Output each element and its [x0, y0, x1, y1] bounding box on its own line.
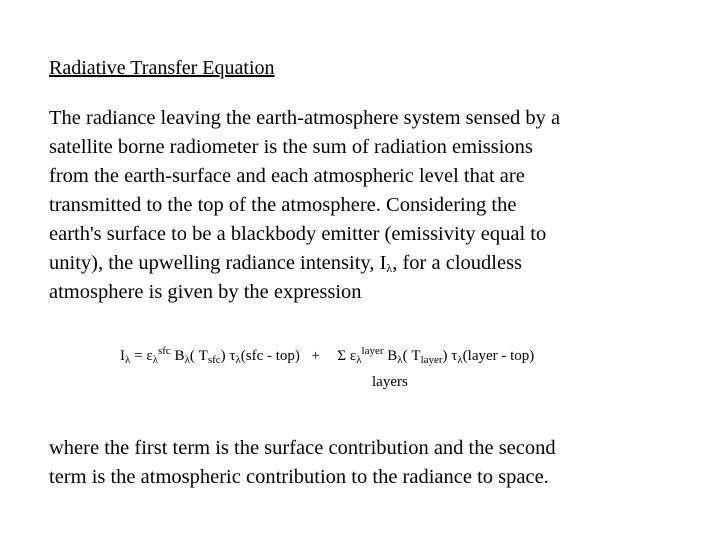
eq-close-paren: )	[220, 348, 226, 364]
intro-line: satellite borne radiometer is the sum of radiation emissions	[49, 136, 533, 158]
eq-layer-sub: layer	[420, 354, 443, 366]
intro-line: atmosphere is given by the expression	[49, 281, 362, 303]
eq-layer-top: (layer - top)	[462, 348, 535, 364]
eq-tau: τ	[451, 348, 458, 364]
eq-tau: τ	[229, 348, 236, 364]
conclusion-line: term is the atmospheric contribution to the radiance to space.	[49, 466, 549, 488]
eq-sfc-top: (sfc - top)	[240, 348, 300, 364]
page-title: Radiative Transfer Equation	[49, 57, 275, 79]
eq-epsilon: ε	[146, 348, 153, 364]
eq-lambda-sub: λ	[125, 354, 131, 366]
eq-planck-B: B	[387, 348, 398, 364]
radiative-transfer-equation	[120, 346, 534, 366]
eq-radiance-symbol: I	[120, 348, 125, 364]
intro-line: The radiance leaving the earth-atmosphere system sensed by a	[49, 107, 561, 129]
eq-close-paren: )	[442, 348, 448, 364]
eq-sum-index: layers	[372, 374, 408, 390]
intro-paragraph	[49, 104, 669, 307]
lambda-subscript: λ	[386, 261, 393, 275]
eq-open-T: ( T	[189, 348, 208, 364]
eq-sfc-sup: sfc	[157, 345, 171, 357]
eq-sfc-sub: sfc	[207, 354, 221, 366]
eq-lambda-sub: λ	[152, 354, 158, 366]
eq-open-T: ( T	[402, 348, 421, 364]
intro-line: earth's surface to be a blackbody emitter (emissivity equal to	[49, 223, 547, 245]
eq-layer-sup: layer	[361, 345, 384, 357]
eq-lambda-sub: λ	[184, 354, 190, 366]
eq-equals: =	[134, 348, 143, 364]
intro-line-text: , for a cloudless	[392, 252, 523, 274]
intro-line-text: unity), the upwelling radiance intensity, I	[49, 252, 387, 274]
intro-line: from the earth-surface and each atmospheric level that are	[49, 165, 525, 187]
eq-lambda-sub: λ	[397, 354, 403, 366]
eq-lambda-sub: λ	[457, 354, 463, 366]
eq-epsilon: ε	[349, 348, 357, 364]
eq-planck-B: B	[174, 348, 185, 364]
conclusion-paragraph	[49, 434, 669, 492]
eq-lambda-sub: λ	[356, 354, 362, 366]
eq-lambda-sub: λ	[235, 354, 241, 366]
conclusion-line: where the first term is the surface contribution and the second	[49, 437, 556, 459]
intro-line	[49, 249, 669, 278]
eq-sigma: Σ	[337, 348, 347, 364]
eq-plus: +	[311, 348, 320, 364]
intro-line: transmitted to the top of the atmosphere. Considering the	[49, 194, 517, 216]
